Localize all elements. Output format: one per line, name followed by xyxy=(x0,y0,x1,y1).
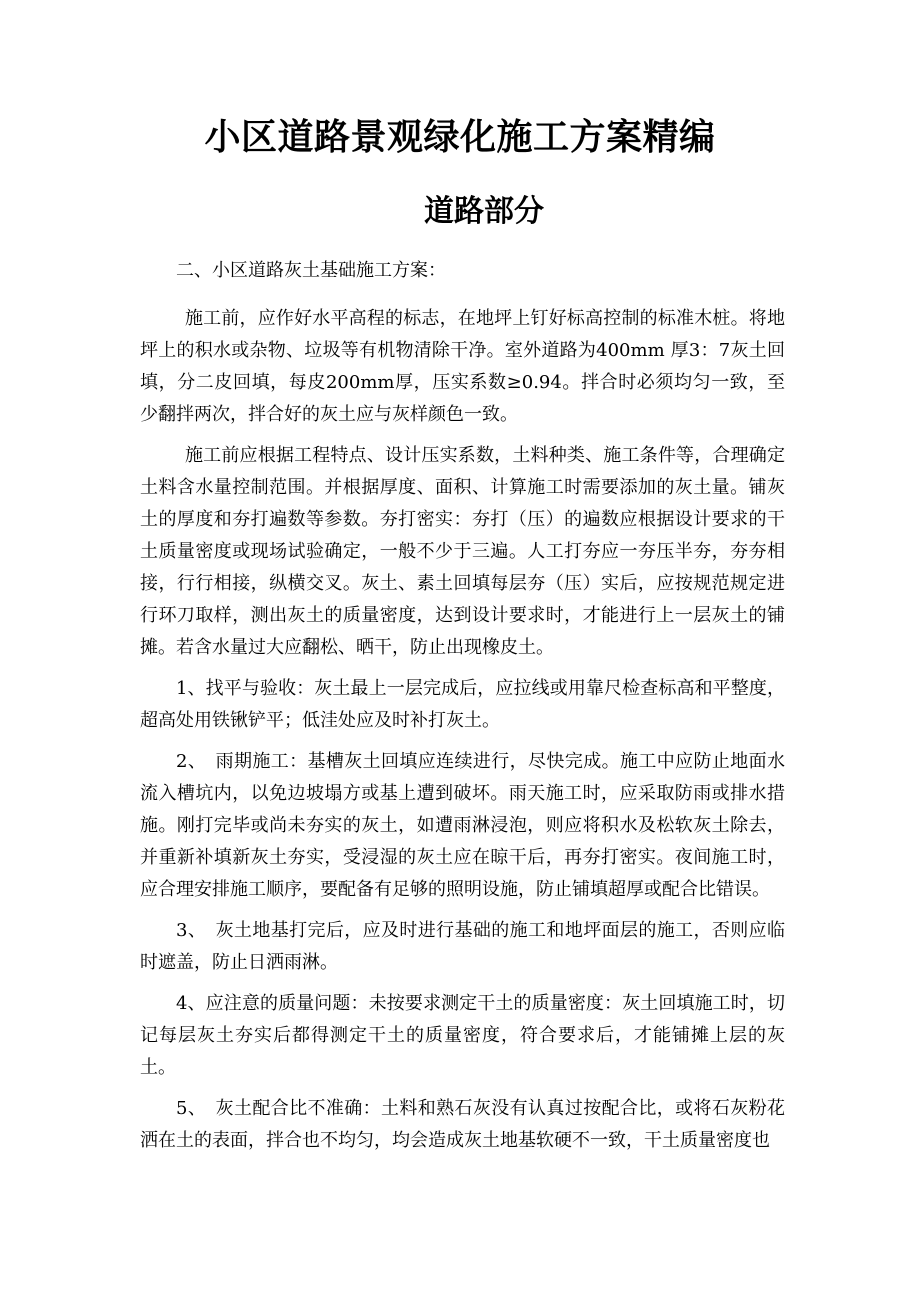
document-subtitle: 道路部分 xyxy=(424,194,544,229)
paragraph: 施工前应根据工程特点、设计压实系数，土料种类、施工条件等，合理确定土料含水量控制范围。并根据厚度、面积、计算施工时需要添加的灰土量。铺灰土的厚度和夯打遍数等参数。夯打密实：夯打（压）的遍数应根据设计要求的干土质量密度或现场试验确定，一般不少于三遍。人工打夯应一夯压半夯，夯夯相接，行行相接，纵横交叉。灰土、素土回填每层夯（压）实后，应按规范规定进行环刀取样，测出灰土的质量密度，达到设计要求时，才能进行上一层灰土的铺摊。若含水量过大应翻松、晒干，防止出现橡皮土。 xyxy=(140,445,785,658)
paragraph: 3、 灰土地基打完后，应及时进行基础的施工和地坪面层的施工，否则应临时遮盖，防止日洒雨淋。 xyxy=(140,920,785,973)
paragraph: 施工前，应作好水平高程的标志，在地坪上钉好标高控制的标准木桩。将地坪上的积水或杂物、垃圾等有机物清除干净。室外道路为400mm 厚3：7灰土回填，分二皮回填，每皮200mm厚，压实系数≥0.94。拌合时必须均匀一致，至少翻拌两次，拌合好的灰土应与灰样颜色一致。 xyxy=(140,308,785,425)
paragraph: 5、 灰土配合比不准确：土料和熟石灰没有认真过按配合比，或将石灰粉花洒在土的表面，拌合也不均匀，均会造成灰土地基软硬不一致，干土质量密度也 xyxy=(140,1098,785,1151)
paragraph: 1、找平与验收：灰土最上一层完成后，应拉线或用靠尺检查标高和平整度，超高处用铁锹铲平；低洼处应及时补打灰土。 xyxy=(140,678,785,731)
paragraph: 4、应注意的质量问题：未按要求测定干土的质量密度：灰土回填施工时，切记每层灰土夯实后都得测定干土的质量密度，符合要求后，才能铺摊上层的灰土。 xyxy=(140,993,785,1078)
paragraph: 2、 雨期施工：基槽灰土回填应连续进行，尽快完成。施工中应防止地面水流入槽坑内，以免边坡塌方或基上遭到破坏。雨天施工时，应采取防雨或排水措施。刚打完毕或尚未夯实的灰土，如遭雨淋浸泡，则应将积水及松软灰土除去，并重新补填新灰土夯实，受浸湿的灰土应在晾干后，再夯打密实。夜间施工时，应合理安排施工顺序，要配备有足够的照明设施，防止铺填超厚或配合比错误。 xyxy=(140,751,785,900)
document-title: 小区道路景观绿化施工方案精编 xyxy=(204,116,716,158)
section-heading: 二、小区道路灰土基础施工方案： xyxy=(176,260,446,281)
document-body xyxy=(140,255,785,1157)
